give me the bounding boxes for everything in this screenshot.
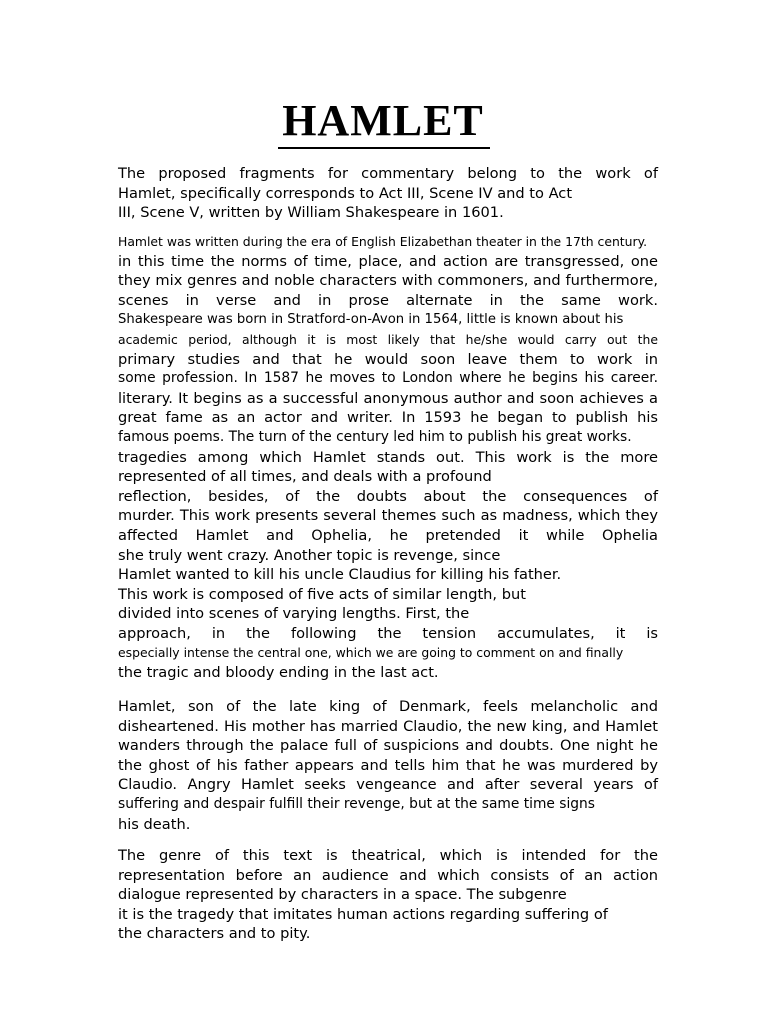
- document-title: HAMLET: [278, 95, 490, 149]
- text-line: The proposed fragments for commentary belong to the work of: [118, 165, 658, 182]
- text-line: reflection, besides, of the doubts about the consequences of: [118, 487, 658, 505]
- text-line: famous poems. The turn of the century led him to publish his great works.: [118, 428, 632, 445]
- text-line: Hamlet wanted to kill his uncle Claudius for killing his father.: [118, 566, 562, 584]
- text-line: approach, in the following the tension accumulates, it is: [118, 624, 658, 642]
- text-line: the tragic and bloody ending in the last act.: [118, 664, 439, 682]
- title-container: [0, 95, 768, 149]
- text-line: represented of all times, and deals with a profound: [118, 468, 492, 486]
- text-line: the characters and to pity.: [118, 925, 311, 943]
- text-line: academic period, although it is most likely that he/she would carry out the: [118, 331, 658, 347]
- paragraph-intro: [118, 164, 658, 223]
- text-line: wanders through the palace full of suspicions and doubts. One night he: [118, 737, 658, 755]
- text-line: it is the tragedy that imitates human actions regarding suffering of: [118, 905, 608, 923]
- paragraph-context: [118, 232, 658, 683]
- text-line: in this time the norms of time, place, and action are transgressed, one: [118, 252, 658, 270]
- text-line: Shakespeare was born in Stratford-on-Avon in 1564, little is known about his: [118, 312, 624, 328]
- text-line: affected Hamlet and Ophelia, he pretended it while Ophelia: [118, 526, 658, 544]
- text-line: his death.: [118, 815, 191, 833]
- text-line: representation before an audience and which consists of an action: [118, 866, 658, 884]
- text-line: Hamlet was written during the era of English Elizabethan theater in the 17th century.: [118, 234, 648, 249]
- text-line: the ghost of his father appears and tells him that he was murdered by: [118, 756, 658, 774]
- text-line: she truly went crazy. Another topic is revenge, since: [118, 546, 501, 564]
- text-line: disheartened. His mother has married Claudio, the new king, and Hamlet: [118, 717, 658, 735]
- text-line: great fame as an actor and writer. In 1593 he began to publish his: [118, 409, 658, 427]
- text-line: This work is composed of five acts of similar length, but: [118, 585, 526, 603]
- text-line: murder. This work presents several themes such as madness, which they: [118, 507, 658, 525]
- text-line: Hamlet, son of the late king of Denmark, feels melancholic and: [118, 698, 658, 715]
- text-line: scenes in verse and in prose alternate in the same work.: [118, 291, 658, 309]
- text-line: III, Scene V, written by William Shakespeare in 1601.: [118, 204, 504, 222]
- text-line: Claudio. Angry Hamlet seeks vengeance and after several years of: [118, 776, 658, 794]
- text-line: Hamlet, specifically corresponds to Act III, Scene IV and to Act: [118, 184, 573, 202]
- text-line: some profession. In 1587 he moves to London where he begins his career.: [118, 370, 658, 387]
- text-line: The genre of this text is theatrical, which is intended for the: [118, 847, 658, 864]
- text-line: especially intense the central one, which we are going to comment on and finally: [118, 645, 624, 661]
- paragraph-genre: [118, 846, 658, 944]
- text-line: divided into scenes of varying lengths. First, the: [118, 605, 470, 623]
- text-line: primary studies and that he would soon leave them to work in: [118, 350, 658, 368]
- text-line: dialogue represented by characters in a space. The subgenre: [118, 886, 567, 904]
- text-line: tragedies among which Hamlet stands out. This work is the more: [118, 448, 658, 466]
- text-line: they mix genres and noble characters with commoners, and furthermore,: [118, 272, 658, 290]
- paragraph-summary: [118, 697, 658, 834]
- text-line: suffering and despair fulfill their revenge, but at the same time signs: [118, 795, 595, 812]
- text-line: literary. It begins as a successful anonymous author and soon achieves a: [118, 389, 658, 407]
